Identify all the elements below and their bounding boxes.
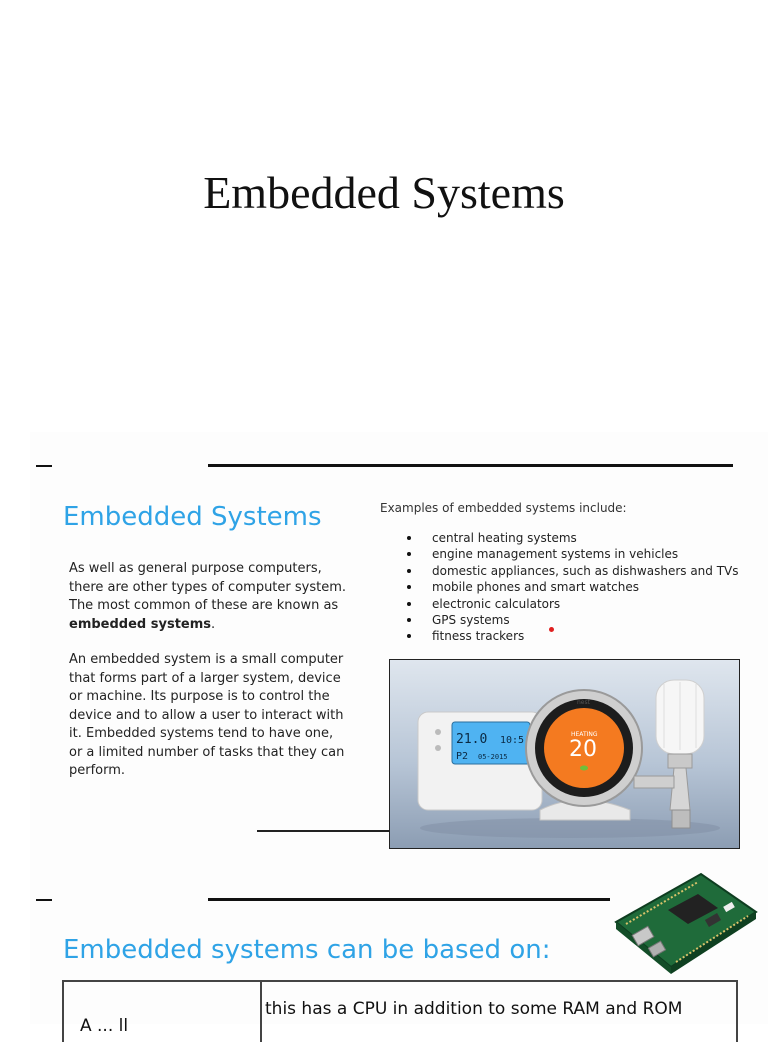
slide-header-rule bbox=[208, 898, 610, 901]
list-item: mobile phones and smart watches bbox=[405, 579, 739, 595]
examples-title: Examples of embedded systems include: bbox=[380, 501, 627, 515]
intro-paragraph bbox=[69, 560, 349, 634]
definition-paragraph: An embedded system is a small computer that forms part of a larger system, device or machine. Its purpose is to control the device and to allow a user to interact with it. Embedded systems tend to have one, or a limited number of tasks that they can perform. bbox=[69, 652, 345, 778]
intro-text: As well as general purpose computers, there are other types of computer system. The most common of these are known as bbox=[69, 561, 347, 613]
display-program: P2 bbox=[456, 751, 469, 762]
nest-mode: HEATING bbox=[571, 731, 598, 738]
laser-pointer-dot bbox=[549, 627, 554, 632]
display-temp: 21.0 bbox=[456, 732, 488, 747]
intro-end: . bbox=[211, 616, 216, 632]
examples-list bbox=[405, 530, 739, 645]
list-item: domestic appliances, such as dishwashers and TVs bbox=[405, 563, 739, 579]
display-time: 10:5 bbox=[500, 735, 525, 746]
list-item: fitness trackers bbox=[405, 628, 739, 644]
photo-connector-line bbox=[257, 830, 390, 832]
slide-heading: Embedded Systems bbox=[63, 502, 322, 532]
circuit-board-photo bbox=[606, 872, 764, 984]
list-item: engine management systems in vehicles bbox=[405, 546, 739, 562]
slide-dash-marker bbox=[36, 899, 52, 901]
slide-dash-marker bbox=[36, 465, 52, 467]
nest-brand: nest bbox=[577, 699, 590, 706]
thermostat-illustration bbox=[390, 660, 739, 848]
nest-temp: 20 bbox=[569, 737, 597, 762]
display-date: 05-2015 bbox=[478, 753, 508, 761]
circuit-board-illustration bbox=[606, 872, 764, 984]
thermostat-photo bbox=[389, 659, 740, 849]
intro-bold-term: embedded systems bbox=[69, 616, 212, 632]
slide-header-rule bbox=[208, 464, 733, 467]
list-item: GPS systems bbox=[405, 612, 739, 628]
document-title: Embedded Systems bbox=[203, 167, 565, 218]
table-cell-description: this has a CPU in addition to some RAM and ROM bbox=[265, 999, 683, 1019]
list-item: electronic calculators bbox=[405, 596, 739, 612]
slide-heading: Embedded systems can be based on: bbox=[63, 935, 551, 965]
list-item: central heating systems bbox=[405, 530, 739, 546]
table-cell-label: A ... ll bbox=[80, 1016, 129, 1036]
